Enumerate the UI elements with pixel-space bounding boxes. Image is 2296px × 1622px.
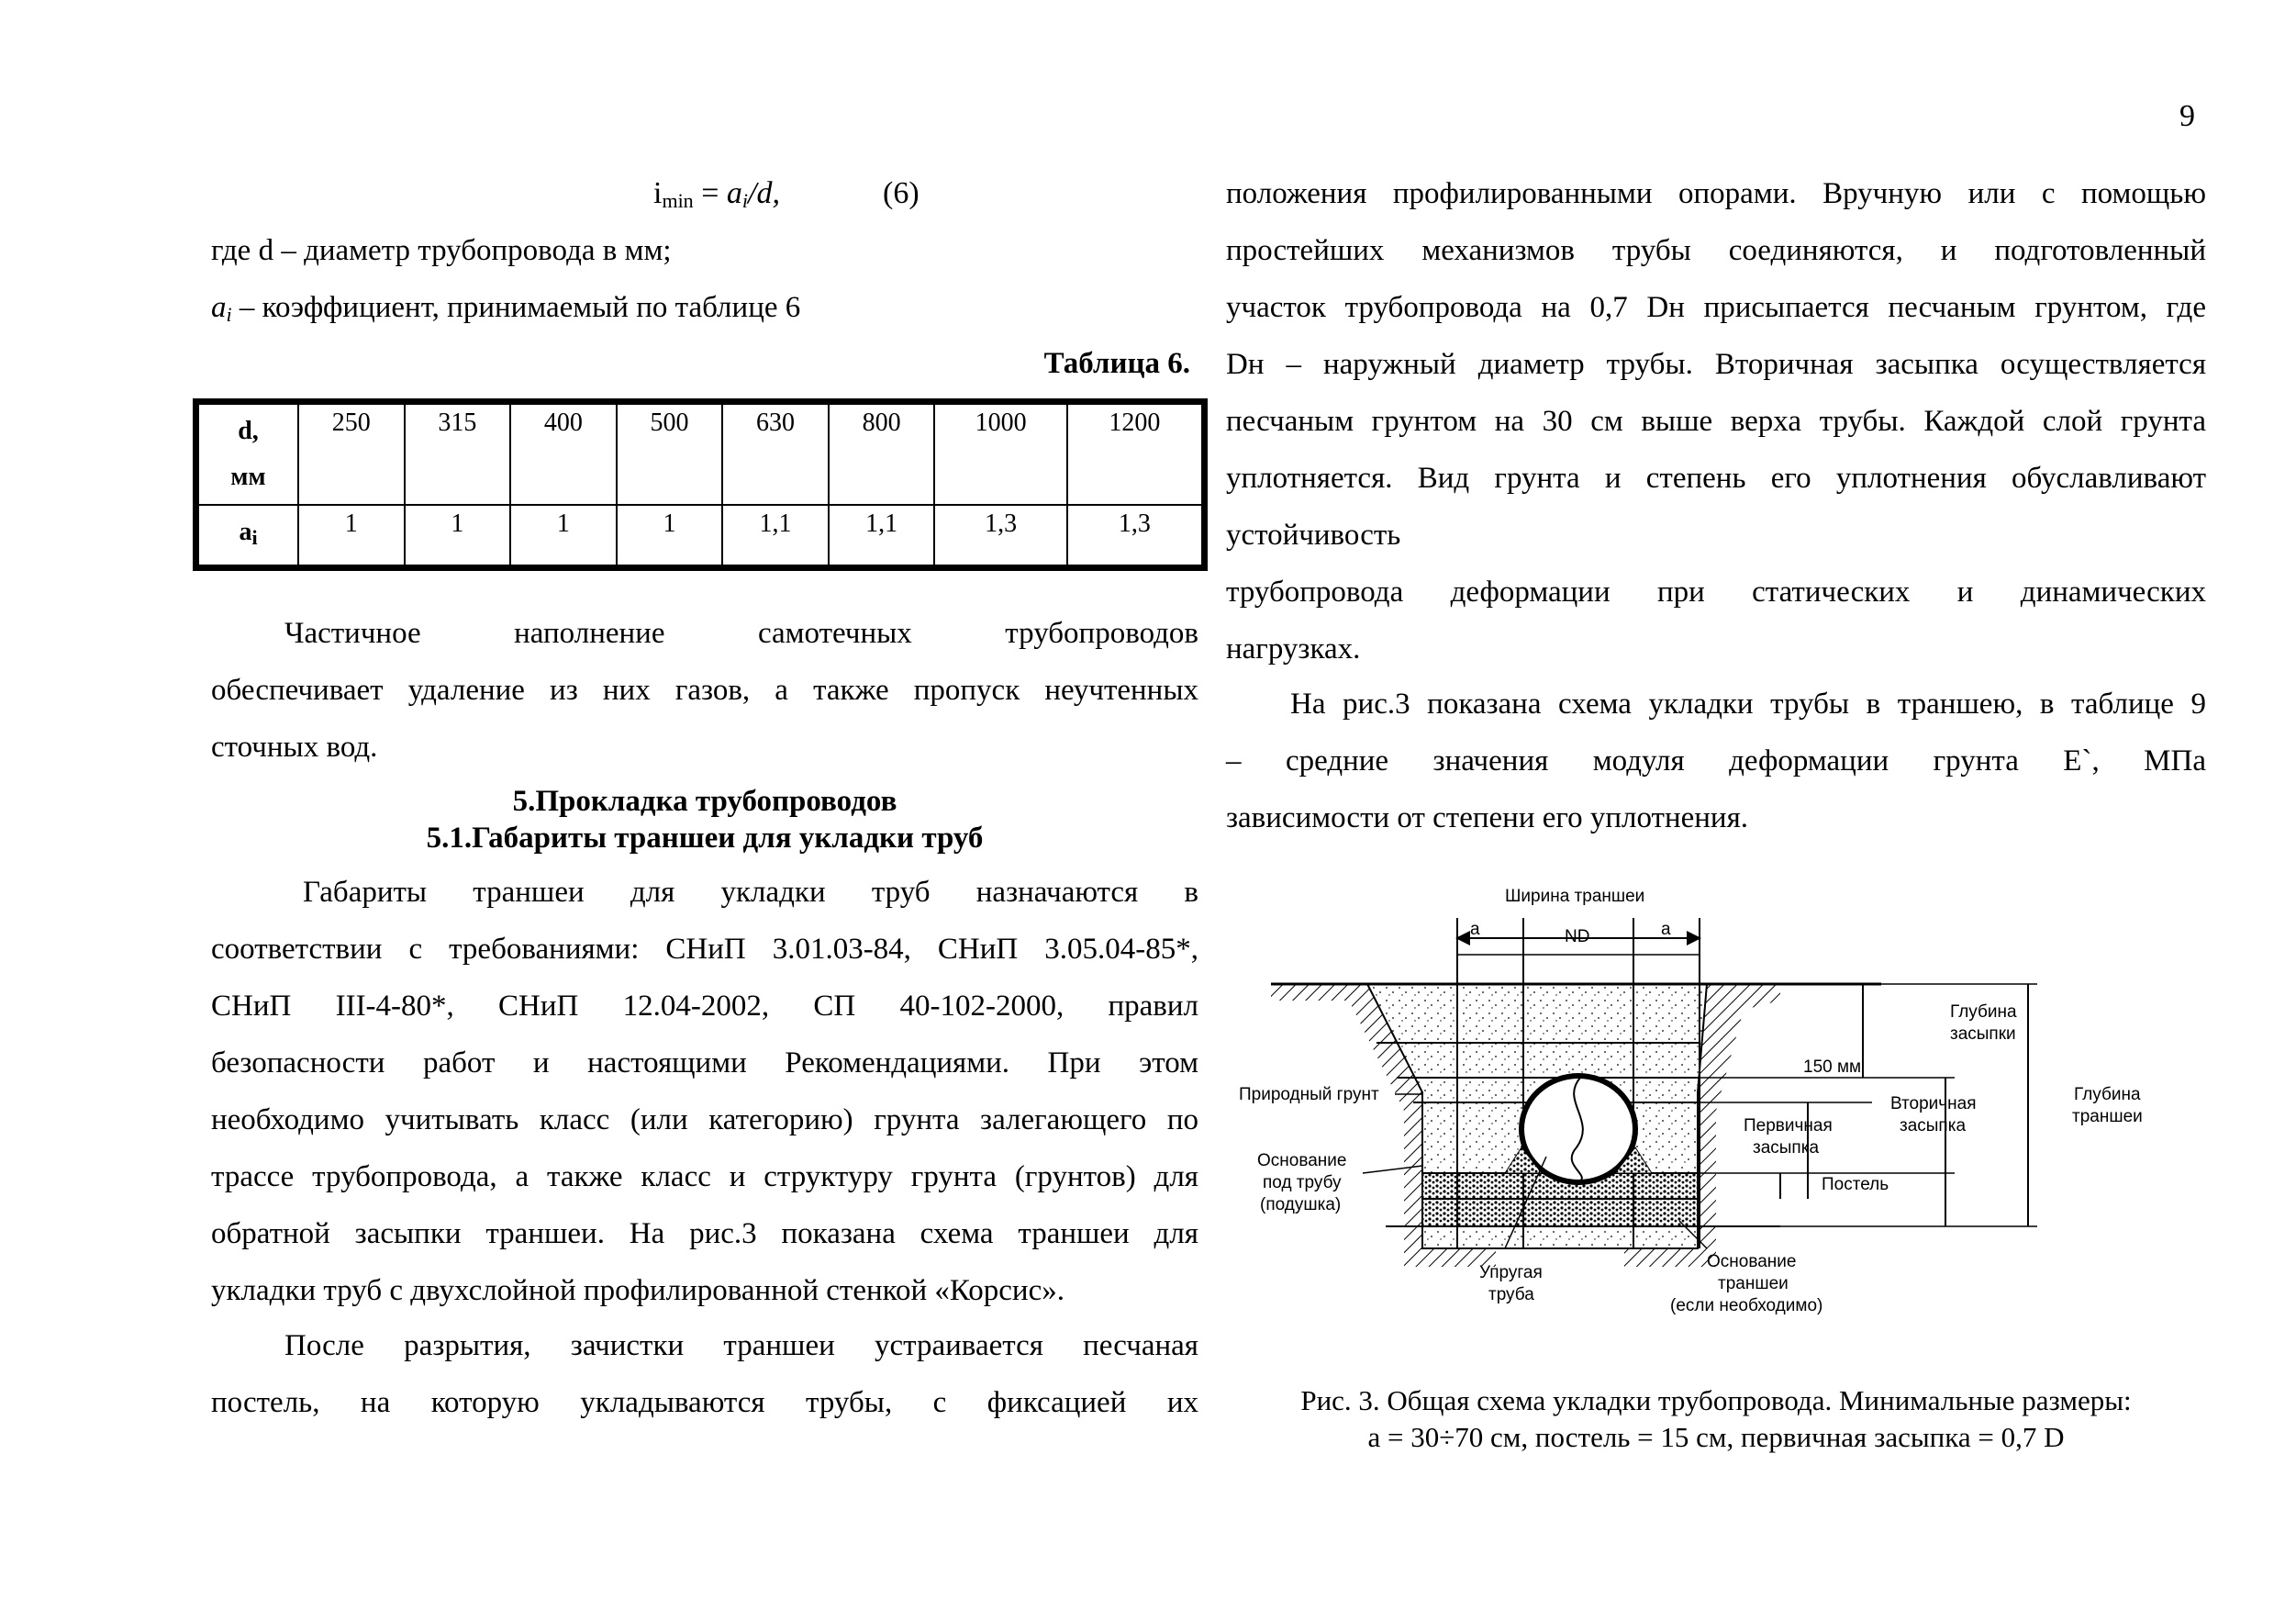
pipe bbox=[1521, 1076, 1635, 1182]
label-nd: ND bbox=[1565, 927, 1590, 946]
table-cell: 1200 bbox=[1067, 402, 1205, 506]
label-base-trench-2: траншеи bbox=[1718, 1274, 1789, 1293]
table-cell: 500 bbox=[617, 402, 723, 506]
label-secondary-2: засыпка bbox=[1900, 1116, 1967, 1135]
table-cell: 1,1 bbox=[722, 505, 829, 568]
formula-number: (6) bbox=[883, 176, 920, 210]
header-cell-d: d, мм bbox=[196, 402, 299, 506]
table-cell: 1 bbox=[510, 505, 617, 568]
text-line: После разрытия, зачистки траншеи устраивается песчаная bbox=[284, 1329, 1198, 1362]
text-line: Частичное наполнение самотечных трубопроводов bbox=[284, 617, 1198, 650]
text-line: Габариты траншеи для укладки труб назначаются в bbox=[303, 876, 1198, 909]
text-line: обеспечивает удаление из них газов, а также пропуск неучтенных bbox=[211, 674, 1198, 707]
label-trench-depth-2: траншеи bbox=[2072, 1107, 2143, 1126]
text-line: безопасности работ и настоящими Рекомендациями. При этом bbox=[211, 1046, 1198, 1079]
label-base-pipe-2: под трубу bbox=[1263, 1173, 1342, 1192]
table-6 bbox=[193, 398, 1208, 571]
label-a-left: a bbox=[1470, 920, 1480, 939]
text-line: укладки труб с двухслойной профилированной стенкой «Корсис». bbox=[211, 1274, 1064, 1307]
table-cell: 1000 bbox=[934, 402, 1066, 506]
table-cell: 315 bbox=[405, 402, 511, 506]
label-primary-2: засыпка bbox=[1753, 1138, 1820, 1158]
formula-lhs: $i_{min}$ bbox=[653, 176, 694, 212]
label-base-trench-1: Основание bbox=[1707, 1252, 1797, 1271]
text-line: трубопровода деформации при статических и динамических bbox=[1226, 576, 2206, 609]
text-line: простейших механизмов трубы соединяются, и подготовленный bbox=[1226, 234, 2206, 267]
label-elastic-2: труба bbox=[1488, 1285, 1534, 1304]
text-line: постель, на которую укладываются трубы, с фиксацией их bbox=[211, 1386, 1198, 1419]
table-cell: 800 bbox=[829, 402, 935, 506]
text-line: соответствии с требованиями: СНиП 3.01.03-84, СНиП 3.05.04-85*, bbox=[211, 933, 1198, 966]
label-base-pipe-1: Основание bbox=[1257, 1151, 1347, 1170]
paragraph-partial-fill bbox=[211, 605, 1198, 776]
label-bedding: Постель bbox=[1822, 1175, 1889, 1194]
text-line: положения профилированными опорами. Вручную или с помощью bbox=[1226, 177, 2206, 210]
label-primary-1: Первичная bbox=[1744, 1116, 1833, 1135]
text-line: уплотняется. Вид грунта и степень его уплотнения обуславливают bbox=[1226, 462, 2206, 495]
label-trench-depth-1: Глубина bbox=[2074, 1085, 2141, 1104]
paragraph-posle bbox=[211, 1317, 1198, 1431]
paragraph-gabarity bbox=[211, 864, 1198, 1319]
header-cell-a: $a_i$ bbox=[196, 505, 299, 568]
label-base-pipe-3: (подушка) bbox=[1260, 1195, 1342, 1214]
caption-line: Рис. 3. Общая схема укладки трубопровода. Минимальные размеры: bbox=[1300, 1384, 2132, 1416]
label-base-trench-3: (если необходимо) bbox=[1670, 1296, 1823, 1315]
label-natural-soil: Природный грунт bbox=[1239, 1085, 1379, 1104]
paragraph-right-1 bbox=[1226, 165, 2206, 677]
table-cell: 1,3 bbox=[1067, 505, 1205, 568]
section-heading: 5.Прокладка трубопроводов bbox=[512, 785, 897, 818]
table-cell: 630 bbox=[722, 402, 829, 506]
where-d-line: где d – диаметр трубопровода в мм; bbox=[211, 234, 672, 267]
text-line: На рис.3 показана схема укладки трубы в траншею, в таблице 9 bbox=[1290, 688, 2206, 721]
label-a-right: a bbox=[1661, 920, 1671, 939]
table-row bbox=[196, 505, 1205, 568]
label-trench-width: Ширина траншеи bbox=[1505, 887, 1645, 906]
label-secondary-1: Вторичная bbox=[1890, 1094, 1977, 1113]
trench-base-layer bbox=[1422, 1199, 1698, 1226]
table-caption: Таблица 6. bbox=[1043, 347, 1190, 380]
text-line: необходимо учитывать класс (или категорию) грунта залегающего по bbox=[211, 1103, 1198, 1136]
formula-rhs: $a_i/d$, bbox=[726, 176, 780, 212]
table-cell: 1,1 bbox=[829, 505, 935, 568]
table-cell: 1,3 bbox=[934, 505, 1066, 568]
table-row bbox=[196, 402, 1205, 506]
formula-6: $i_{min} = a_i/d$, (6) bbox=[653, 165, 780, 229]
label-fill-depth-1: Глубина bbox=[1950, 1002, 2017, 1022]
page-number: 9 bbox=[2179, 99, 2195, 133]
subsection-heading: 5.1.Габариты траншеи для укладки труб bbox=[426, 822, 984, 855]
text-line: зависимости от степени его уплотнения. bbox=[1226, 801, 1749, 834]
figure-caption bbox=[1226, 1382, 2206, 1456]
text-line: сточных вод. bbox=[211, 731, 378, 764]
label-elastic-1: Упругая bbox=[1479, 1263, 1543, 1282]
text-line: песчаным грунтом на 30 см выше верха трубы. Каждой слой грунта bbox=[1226, 405, 2206, 438]
text-line: устойчивость bbox=[1226, 519, 1401, 552]
table-cell: 250 bbox=[298, 402, 405, 506]
label-150mm: 150 мм bbox=[1803, 1057, 1862, 1077]
caption-line: a = 30÷70 см, постель = 15 см, первичная засыпка = 0,7 D bbox=[1367, 1421, 2065, 1453]
trench-diagram bbox=[1230, 881, 2157, 1331]
text-line: участок трубопровода на 0,7 Dн присыпается песчаным грунтом, где bbox=[1226, 291, 2206, 324]
text-line: трассе трубопровода, а также класс и структуру грунта (грунтов) для bbox=[211, 1160, 1198, 1193]
table-cell: 1 bbox=[617, 505, 723, 568]
text-line: Dн – наружный диаметр трубы. Вторичная засыпка осуществляется bbox=[1226, 348, 2206, 381]
table-cell: 400 bbox=[510, 402, 617, 506]
table-cell: 1 bbox=[298, 505, 405, 568]
text-line: СНиП III-4-80*, СНиП 12.04-2002, СП 40-102-2000, правил bbox=[211, 990, 1198, 1023]
paragraph-right-2 bbox=[1226, 676, 2206, 846]
label-fill-depth-2: засыпки bbox=[1950, 1024, 2016, 1044]
table-cell: 1 bbox=[405, 505, 511, 568]
text-line: нагрузках. bbox=[1226, 632, 1361, 666]
text-line: – средние значения модуля деформации грунта E`, МПа bbox=[1226, 744, 2206, 777]
text-line: обратной засыпки траншеи. На рис.3 показана схема траншеи для bbox=[211, 1217, 1198, 1250]
where-a-line: $a_i$ – коэффициент, принимаемый по таблице 6 bbox=[211, 291, 801, 326]
